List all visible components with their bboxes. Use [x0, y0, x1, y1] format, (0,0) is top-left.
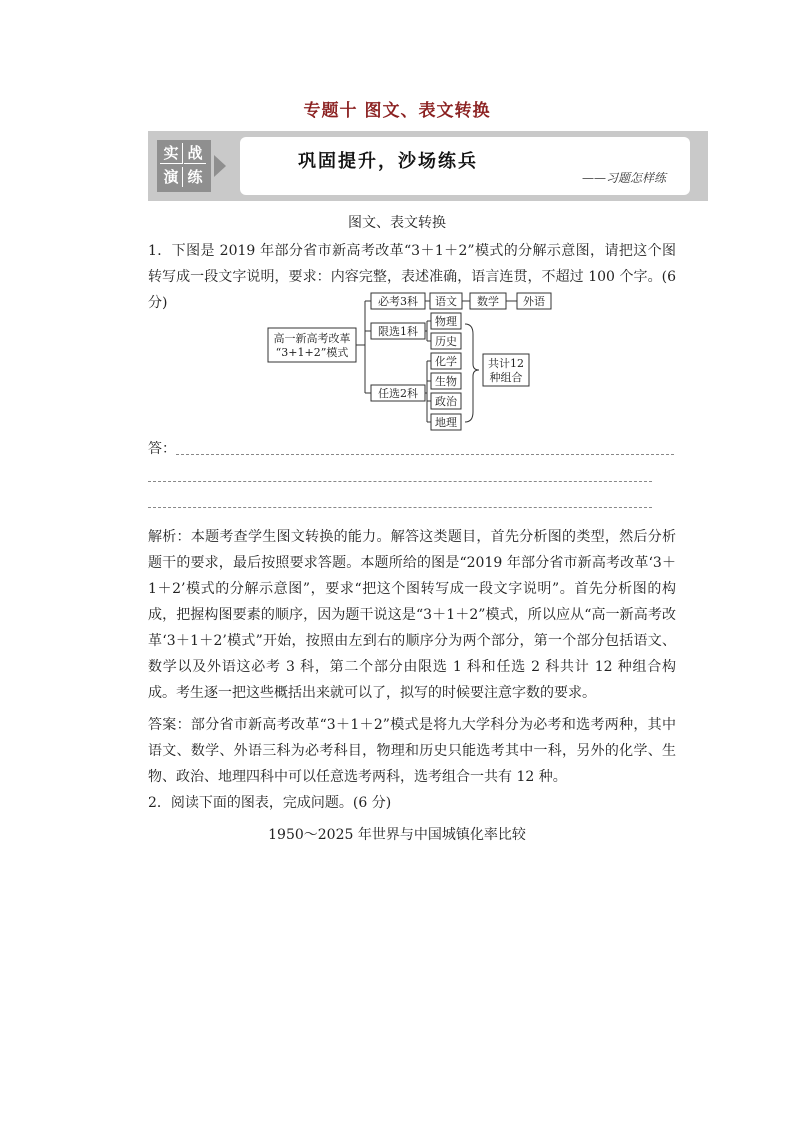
- subject-label: 政治: [435, 395, 457, 408]
- subject-label: 数学: [477, 295, 499, 308]
- subject-label: 物理: [435, 315, 457, 328]
- banner-heading: 巩固提升，沙场练兵: [298, 151, 478, 172]
- practice-badge: [157, 140, 211, 192]
- subject-label: 历史: [435, 335, 457, 348]
- banner-panel: [240, 137, 690, 195]
- branch-label: 限选1科: [378, 325, 418, 338]
- subject-label: 地理: [435, 416, 457, 429]
- page-title: 专题十 图文、表文转换: [303, 101, 491, 121]
- reform-diagram: [265, 288, 565, 433]
- total-label: 种组合: [489, 371, 523, 384]
- subject-label: 语文: [435, 295, 457, 308]
- badge-char: 战: [184, 143, 206, 164]
- subject-label: 外语: [523, 295, 545, 308]
- question-2: 2．阅读下面的图表，完成问题。(6 分): [148, 795, 392, 811]
- root-label: “3+1+2”模式: [275, 346, 349, 359]
- question-1: 1．下图是 2019 年部分省市新高考改革“3＋1＋2”模式的分解示意图，请把这个图转写成一段文字说明，要求：内容完整，表述准确，语言连贯，不超过 100 个字。(6 分): [148, 243, 676, 311]
- answer-paragraph: 答案：部分省市新高考改革“3＋1＋2”模式是将九大学科分为必考和选考两种，其中语文、数学、外语三科为必考科目，物理和历史只能选考其中一科，另外的化学、生物、政治、地理四科中可以任意选考两科，选考组合一共有 12 种。: [148, 717, 676, 785]
- section-banner: [148, 131, 708, 201]
- total-label: 共计12: [488, 357, 524, 370]
- section-title: 图文、表文转换: [348, 215, 446, 231]
- badge-char: 演: [160, 167, 183, 187]
- root-label: 高一新高考改革: [273, 332, 351, 345]
- badge-char: 实: [160, 143, 183, 164]
- banner-subheading: ——习题怎样练: [581, 171, 666, 185]
- branch-label: 必考3科: [378, 295, 418, 308]
- answer-line[interactable]: [148, 507, 652, 508]
- badge-char: 练: [187, 168, 203, 186]
- analysis-paragraph: 解析：本题考查学生图文转换的能力。解答这类题目，首先分析图的类型，然后分析题干的要求，最后按照要求答题。本题所给的图是“2019 年部分省市新高考改革‘3＋1＋2’模式的分解示意图”，要求“把这个图转写成一段文字说明”。首先分析图的构成，把握构图要素的顺序，因为题干说这是“3＋1＋2”模式，所以应从“高一新高考改革‘3＋1＋2’模式”开始，按照由左到右的顺序分为两个部分，第一个部分包括语文、数学以及外语这必考 3 科，第二个部分由限选 1 科和任选 2 科共计 12 种组合构成。考生逐一把这些概括出来就可以了，拟写的时候要注意字数的要求。: [148, 529, 676, 701]
- answer-line[interactable]: [148, 481, 652, 482]
- subject-label: 生物: [435, 375, 457, 388]
- branch-label: 任选2科: [378, 387, 418, 400]
- arrow-right-icon: [214, 155, 226, 177]
- answer-line[interactable]: [176, 454, 674, 455]
- chart-caption: 1950～2025 年世界与中国城镇化率比较: [268, 827, 526, 843]
- subject-label: 化学: [435, 355, 457, 368]
- answer-label: 答：: [148, 441, 176, 457]
